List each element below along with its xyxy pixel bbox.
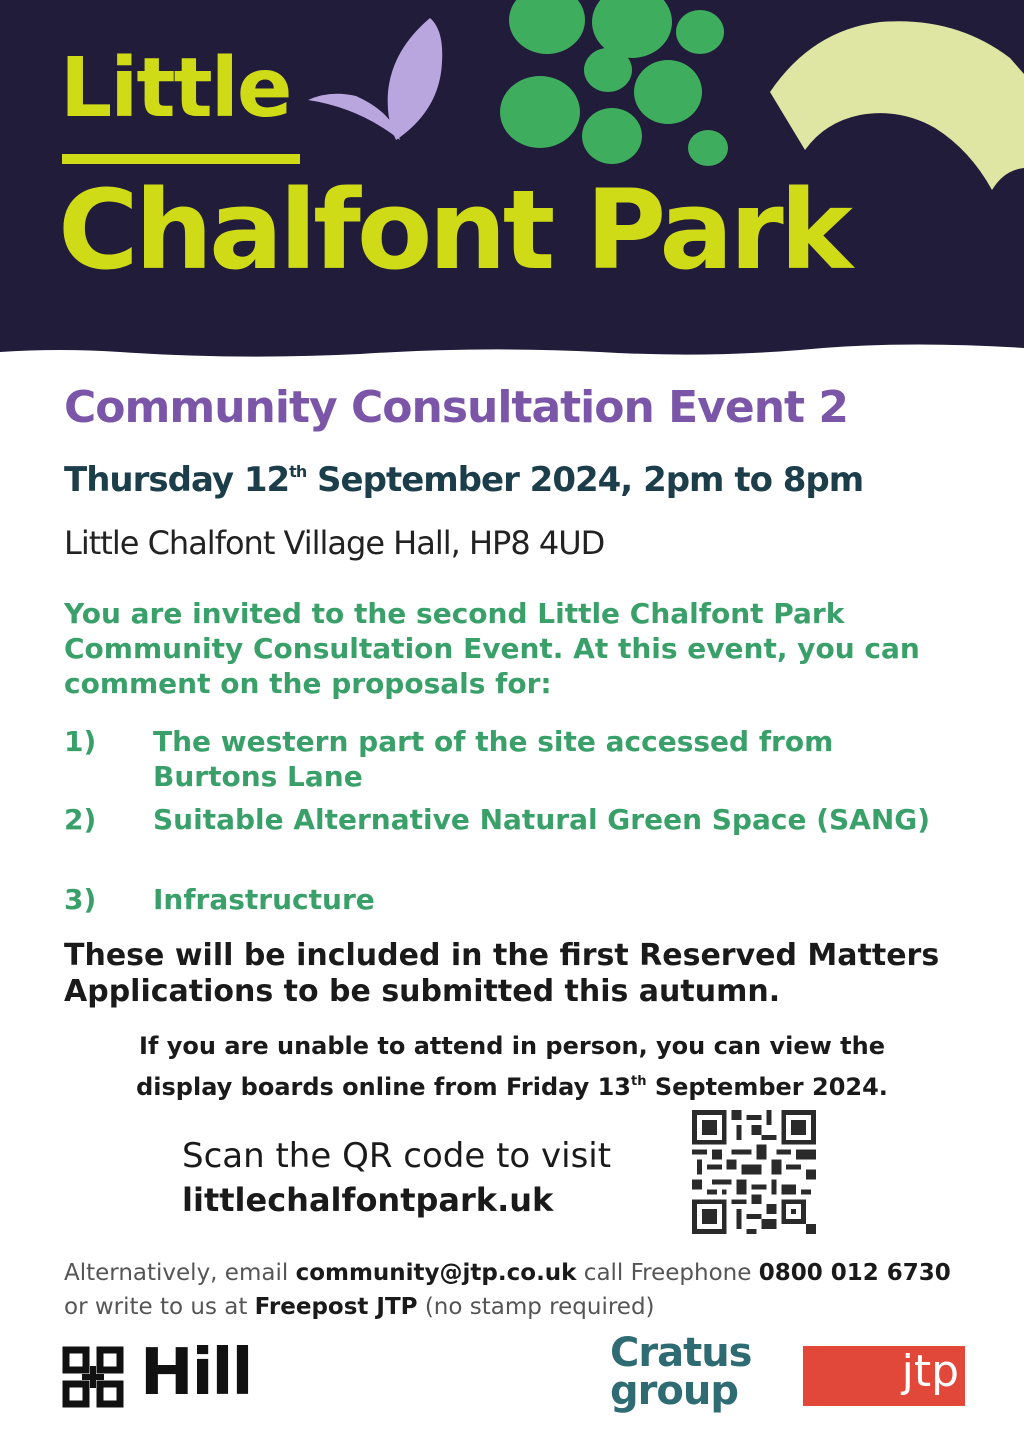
event-date-day: Thursday 12 [64, 460, 290, 500]
green-dot-6 [634, 60, 702, 124]
event-title: Community Consultation Event 2 [64, 382, 848, 433]
proposal-text: Suitable Alternative Natural Green Space (SANG) [153, 803, 931, 836]
contact-freepost: Freepost JTP [254, 1294, 418, 1320]
hill-logo-icon [62, 1346, 124, 1408]
contact-info [64, 1256, 964, 1324]
contact-write-text: or write to us at [64, 1294, 255, 1320]
cratus-group-logo [610, 1330, 752, 1414]
title-underline [62, 154, 300, 164]
green-dot-7 [676, 10, 724, 54]
proposal-number: 1) [64, 725, 97, 758]
online-note-line2-end: September 2024. [646, 1073, 888, 1101]
reserved-matters-note: These will be included in the first Reserved Matters Applications to be submitted this autumn. [64, 938, 940, 1009]
event-date-suffix: th [289, 462, 307, 481]
proposal-text: Infrastructure [153, 883, 375, 916]
online-note-line2-start: display boards online from Friday 13 [136, 1073, 631, 1101]
proposal-text: The western part of the site accessed from Burtons Lane [153, 725, 834, 793]
online-note-suffix: th [631, 1074, 647, 1089]
cratus-logo-line1: Cratus [610, 1330, 752, 1376]
contact-prefix: Alternatively, email [64, 1260, 296, 1286]
jtp-logo-text: jtp [901, 1346, 959, 1397]
title-little: Little [60, 41, 291, 136]
jtp-logo [803, 1346, 965, 1406]
green-dot-3 [584, 48, 632, 92]
website-link[interactable]: littlechalfontpark.uk [182, 1181, 554, 1219]
qr-code-icon[interactable] [690, 1110, 818, 1234]
proposal-number: 2) [64, 803, 97, 836]
cratus-logo-line2: group [610, 1368, 738, 1414]
green-dot-8 [688, 130, 728, 166]
scan-qr-text: Scan the QR code to visit [182, 1136, 612, 1176]
event-venue: Little Chalfont Village Hall, HP8 4UD [64, 524, 605, 562]
header-banner [0, 0, 1024, 370]
hill-logo-text: Hill [140, 1336, 252, 1410]
online-note [0, 1028, 1024, 1105]
contact-suffix: (no stamp required) [417, 1294, 655, 1320]
contact-phone[interactable]: 0800 012 6730 [758, 1260, 951, 1286]
green-dot-5 [582, 108, 642, 164]
contact-email-link[interactable]: community@jtp.co.uk [295, 1260, 577, 1286]
green-dot-4 [500, 76, 580, 148]
intro-paragraph: You are invited to the second Little Chalfont Park Community Consultation Event. At this event, you can comment on the proposals for: [64, 597, 920, 700]
contact-call-text: call Freephone [576, 1260, 759, 1286]
event-date-rest: September 2024, 2pm to 8pm [306, 460, 864, 500]
event-date [64, 460, 863, 500]
online-note-line1: If you are unable to attend in person, you can view the [139, 1032, 885, 1060]
title-chalfont-park: Chalfont Park [58, 166, 849, 294]
online-note-line2 [0, 1064, 1024, 1105]
proposal-number: 3) [64, 883, 97, 916]
